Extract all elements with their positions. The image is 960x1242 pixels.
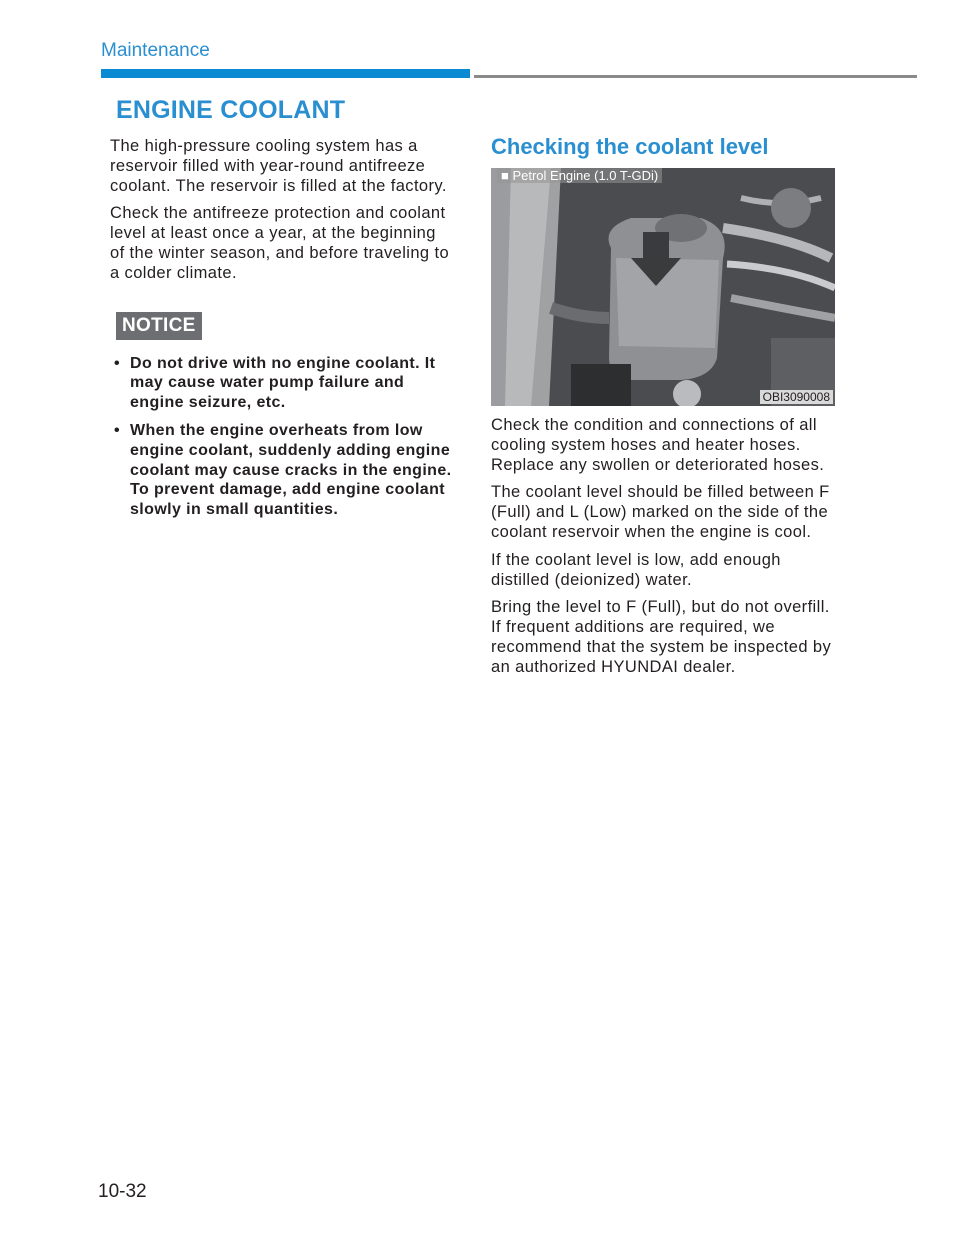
check-paragraph-1: Check the condition and connections of all cooling system hoses and heater hoses. Replace any swollen or deteriorated hoses. [491, 416, 825, 474]
left-column [110, 96, 455, 528]
intro-paragraph-2: Check the antifreeze protection and coolant level at least once a year, at the beginning of the winter season, and before traveling to a colder climate. [110, 204, 450, 282]
notice-item-text: Do not drive with no engine coolant. It may cause water pump failure and engine seizure, etc. [130, 354, 436, 412]
check-paragraph-2: The coolant level should be filled between F (Full) and L (Low) marked on the side of the coolant reservoir when the engine is cool. [491, 483, 830, 541]
notice-item [110, 354, 455, 413]
engine-bay-photo [491, 168, 835, 406]
bullet-icon: • [114, 354, 121, 372]
page-title: ENGINE COOLANT [116, 96, 346, 124]
right-body [491, 416, 841, 678]
figure-code: OBI3090008 [760, 390, 833, 404]
check-paragraph-4: Bring the level to F (Full), but do not overfill. If frequent additions are required, we recommend that the system be inspected by an authorized HYUNDAI dealer. [491, 598, 832, 676]
notice-item [110, 421, 455, 520]
check-paragraph-3: If the coolant level is low, add enough distilled (deionized) water. [491, 550, 781, 589]
header-rule-gray [474, 75, 917, 78]
engine-figure [491, 168, 835, 406]
notice-item-text: When the engine overheats from low engine coolant, suddenly adding engine coolant may cause cracks in the engine. To prevent damage, add engine coolant slowly in small quantities. [130, 421, 452, 519]
header-rule-blue [101, 69, 470, 78]
figure-caption: ■ Petrol Engine (1.0 T-GDi) [497, 168, 662, 183]
notice-badge: NOTICE [116, 312, 202, 340]
right-column [491, 134, 841, 686]
section-header-label: Maintenance [101, 40, 210, 61]
notice-list [110, 354, 455, 520]
section-title: Checking the coolant level [491, 134, 769, 159]
bullet-icon: • [114, 421, 121, 439]
page-number: 10-32 [98, 1181, 147, 1202]
intro-paragraph-1: The high-pressure cooling system has a reservoir filled with year-round antifreeze coolant. The reservoir is filled at the factory. [110, 137, 447, 195]
